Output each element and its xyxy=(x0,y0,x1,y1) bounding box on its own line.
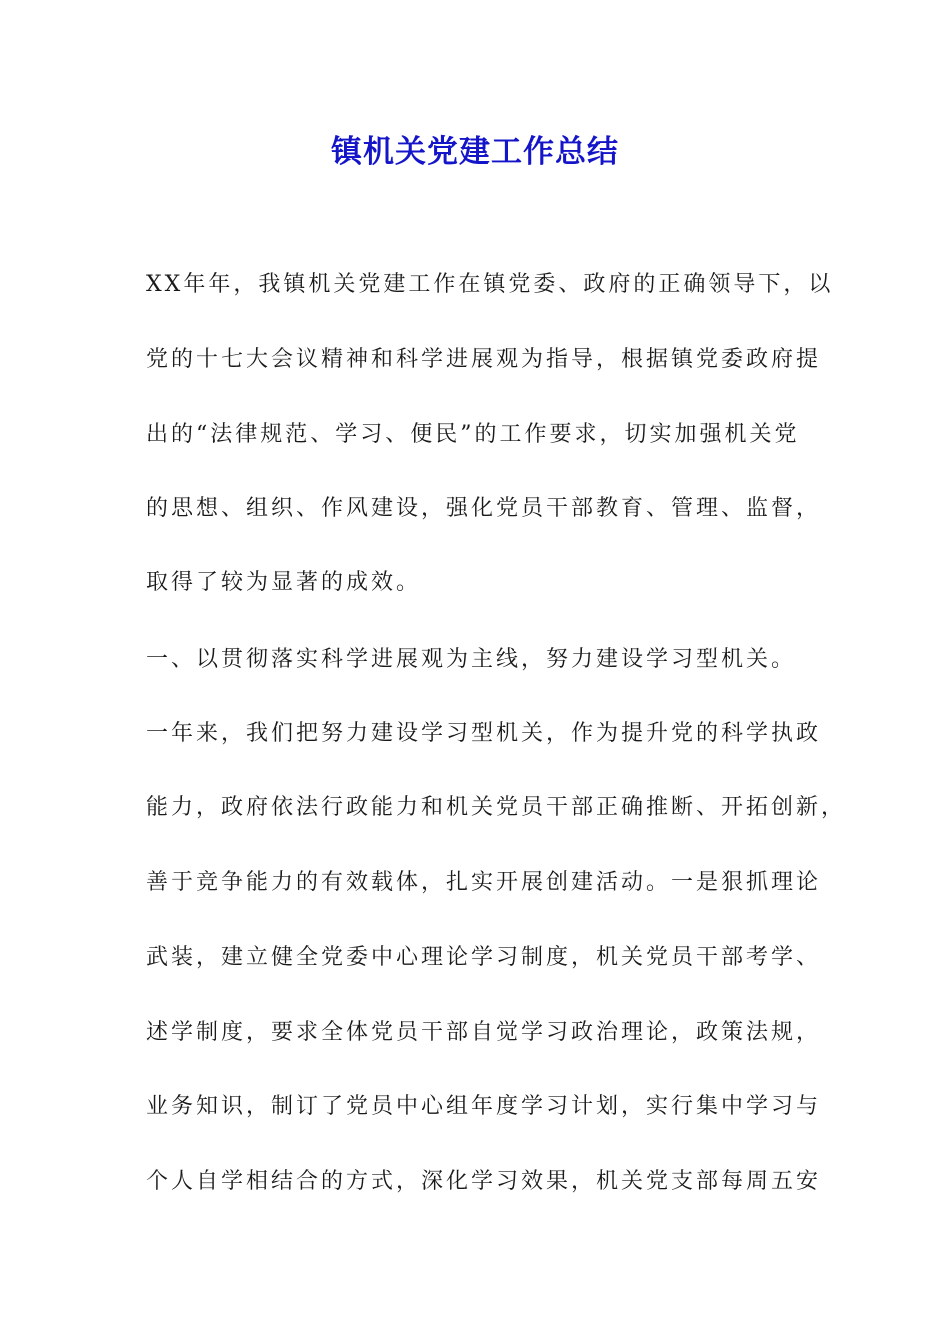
body-line: 个人自学相结合的方式，深化学习效果，机关党支部每周五安 xyxy=(146,1169,822,1194)
body-line: 党的十七大会议精神和科学进展观为指导，根据镇党委政府提 xyxy=(146,347,822,372)
body-line: 出的“法律规范、学习、便民”的工作要求，切实加强机关党 xyxy=(146,422,800,447)
body-line: 善于竞争能力的有效载体，扎实开展创建活动。一是狠抓理论 xyxy=(146,870,822,895)
body-line: 业务知识，制订了党员中心组年度学习计划，实行集中学习与 xyxy=(146,1094,822,1119)
section-heading: 一、以贯彻落实科学进展观为主线，努力建设学习型机关。 xyxy=(146,647,797,672)
document-title: 镇机关党建工作总结 xyxy=(331,134,619,170)
body-line: 武装，建立健全党委中心理论学习制度，机关党员干部考学、 xyxy=(146,945,822,970)
body-line: 的思想、组织、作风建设，强化党员干部教育、管理、监督， xyxy=(146,496,822,521)
body-line: 述学制度，要求全体党员干部自觉学习政治理论，政策法规， xyxy=(146,1020,822,1045)
body-line: XX年年，我镇机关党建工作在镇党委、政府的正确领导下，以 xyxy=(146,272,834,297)
body-line: 一年来，我们把努力建设学习型机关，作为提升党的科学执政 xyxy=(146,721,822,746)
body-line: 能力，政府依法行政能力和机关党员干部正确推断、开拓创新， xyxy=(146,795,847,820)
body-line: 取得了较为显著的成效。 xyxy=(146,570,422,595)
